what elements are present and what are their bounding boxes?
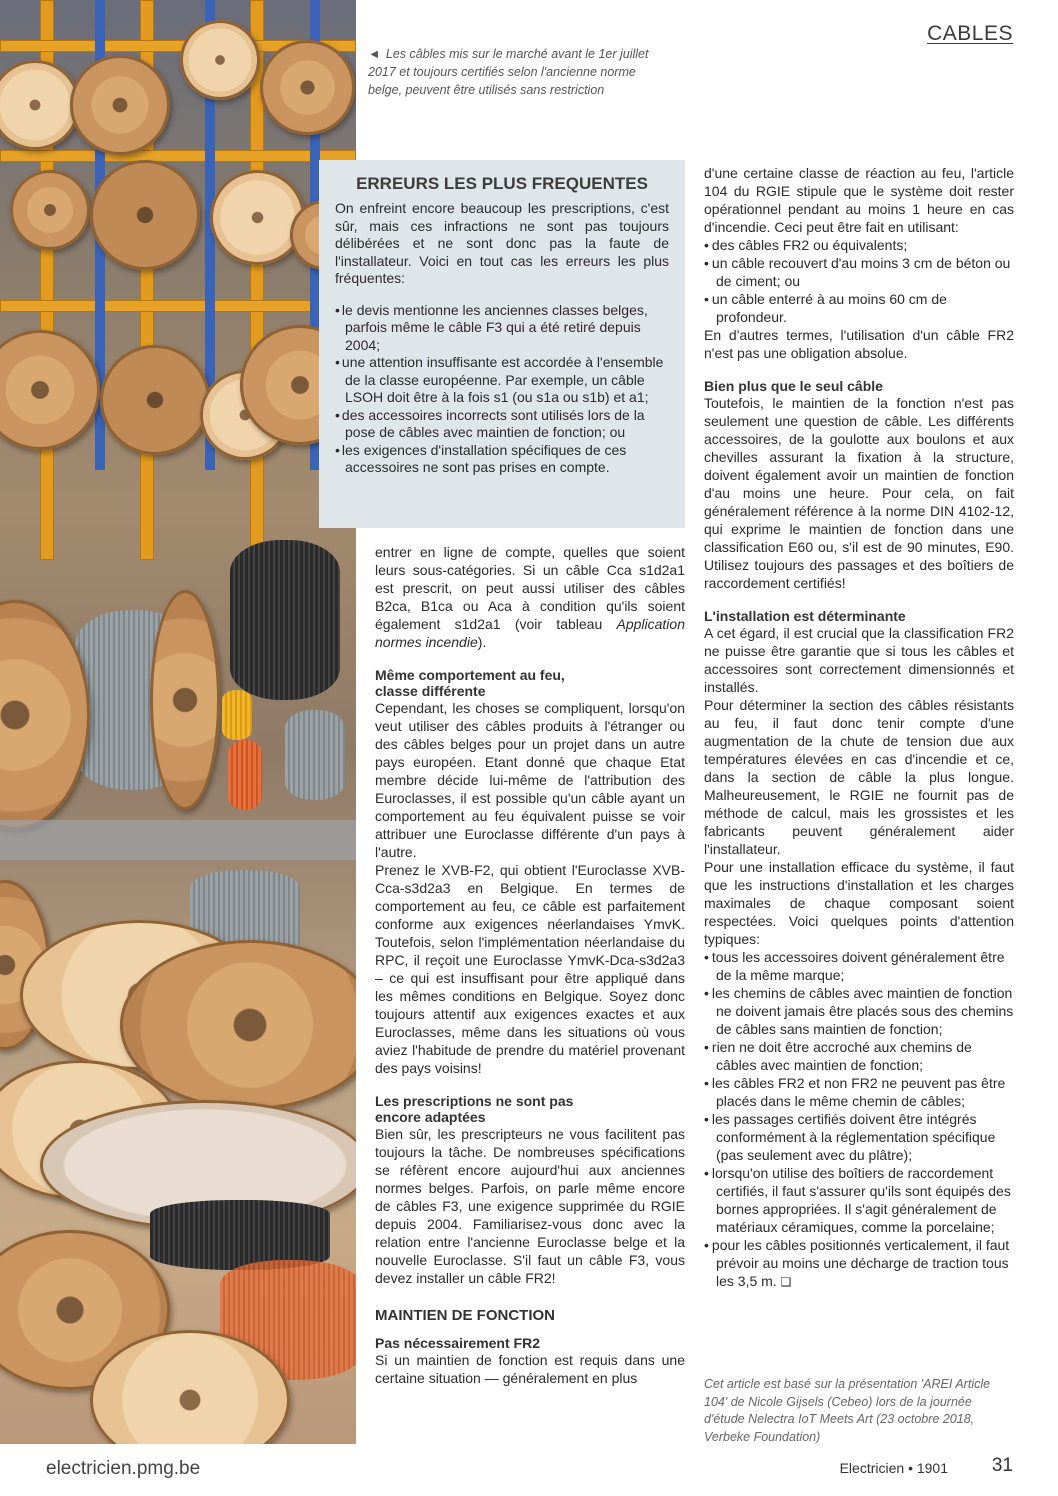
paragraph: En d'autres termes, l'utilisation d'un câble FR2 n'est pas une obligation absolue. bbox=[704, 327, 1014, 361]
list-item: • le devis mentionne les anciennes classes belges, parfois même le câble F3 qui a été retiré depuis 2004; bbox=[335, 302, 669, 355]
sidebar-intro: On enfreint encore beaucoup les prescriptions, c'est sûr, mais ces infractions ne sont pas toujours délibérées et ne sont donc pas la faute de l'installateur. Voici en tout cas les erreurs les plus fréquentes: bbox=[335, 200, 669, 286]
requirements-list bbox=[704, 236, 1014, 326]
list-item: • une attention insuffisante est accordée à l'ensemble de la classe européenne. Par exemple, un câble LSOH doit être à la fois s1 (ou s1a ou s1b) et a1; bbox=[335, 354, 669, 407]
footer-magazine: Electricien • 1901 bbox=[839, 1460, 948, 1476]
paragraph: entrer en ligne de compte, quelles que soient leurs sous-catégories. Si un câble Cca s1d2a1 est prescrit, on peut aussi utiliser des câbles B2ca, B1ca ou Aca à condition qu'ils soient également s1d2a1 (voir tableau Application normes incendie). bbox=[375, 544, 685, 650]
source-note: Cet article est basé sur la présentation 'AREI Article 104' de Nicole Gijsels (Cebeo) lors de la journée d'étude Nelectra IoT Meets Art (23 octobre 2018, Verbeke Foundation) bbox=[704, 1377, 991, 1444]
subheading: Pas nécessairement FR2 bbox=[375, 1335, 540, 1351]
list-item: • tous les accessoires doivent généralement être de la même marque; bbox=[704, 948, 1014, 984]
paragraph: Si un maintien de fonction est requis dans une certaine situation — généralement en plus bbox=[375, 1352, 685, 1386]
list-item: • des accessoires incorrects sont utilisés lors de la pose de câbles avec maintien de fonction; ou bbox=[335, 407, 669, 442]
section-heading: MAINTIEN DE FONCTION bbox=[375, 1307, 555, 1324]
end-mark-icon: ❑ bbox=[780, 1275, 792, 1289]
middle-column bbox=[375, 543, 685, 1387]
section-label: CABLES bbox=[927, 22, 1013, 45]
caption-text: Les câbles mis sur le marché avant le 1er juillet 2017 et toujours certifiés selon l'ancienne norme belge, peuvent être utilisés sans restriction bbox=[368, 47, 649, 97]
paragraph: Bien sûr, les prescripteurs ne vous facilitent pas toujours la tâche. De nombreuses spécifications se réfèrent encore aujourd'hui aux anciennes normes belges. Parfois, on parle même encore de câbles F3, une exigence supprimée du RGIE depuis 2004. Familiarisez-vous donc avec la relation entre l'ancienne Euroclasse belge et la nouvelle Euroclasse. S'il faut un câble F3, vous devez installer un câble FR2! bbox=[375, 1126, 685, 1286]
list-item: • les exigences d'installation spécifiques de ces accessoires ne sont pas prises en compte. bbox=[335, 442, 669, 477]
list-item: • pour les câbles positionnés verticalement, il faut prévoir au moins une décharge de traction tous les 3,5 m. ❑ bbox=[704, 1236, 1014, 1291]
subheading: Bien plus que le seul câble bbox=[704, 378, 883, 394]
subheading: Les prescriptions ne sont pas encore adaptées bbox=[375, 1093, 574, 1125]
caption-arrow-icon: ◄ bbox=[368, 47, 381, 61]
paragraph: Toutefois, le maintien de la fonction n'est pas seulement une question de câble. Les différents accessoires, de la goulotte aux boulons et aux chevilles assurant la fixation à la structure, doivent également avoir un maintien de fonction d'au moins une heure. Pour cela, on fait généralement référence à la norme DIN 4102-12, qui exprime le maintien de fonction dans une classification E60 ou, s'il est de 90 minutes, E90. Utilisez toujours des passages et des boîtiers de raccordement certifiés! bbox=[704, 395, 1014, 591]
paragraph: Pour une installation efficace du système, il faut que les instructions d'installation et les charges maximales de chaque composant soient respectées. Voici quelques points d'attention typiques: bbox=[704, 859, 1014, 947]
sidebar-list bbox=[335, 302, 669, 477]
errors-sidebar-box bbox=[319, 160, 685, 528]
photo-caption bbox=[368, 45, 668, 99]
list-item: • des câbles FR2 ou équivalents; bbox=[704, 236, 1014, 254]
list-item: • les chemins de câbles avec maintien de fonction ne doivent jamais être placés sous des chemins de câbles sans maintien de fonction; bbox=[704, 984, 1014, 1038]
paragraph: d'une certaine classe de réaction au feu, l'article 104 du RGIE stipule que le système doit rester opérationnel pendant au moins 1 heure en cas d'incendie. Ceci peut être fait en utilisant: bbox=[704, 165, 1014, 235]
paragraph: A cet égard, il est crucial que la classification FR2 ne puisse être garantie que si tous les câbles et accessoires sont correctement dimensionnés et installés. bbox=[704, 625, 1014, 695]
paragraph: Prenez le XVB-F2, qui obtient l'Euroclasse XVB-Cca-s3d2a3 en Belgique. En termes de comportement au feu, ce câble est parfaitement conforme aux exigences néerlandaises YmvK. Toutefois, selon l'implémentation néerlandaise du RPC, il reçoit une Euroclasse YmvK-Dca-s3d2a3 – ce qui est insuffisant pour être appliqué dans les mêmes conditions en Belgique. Soyez donc toujours attentif aux exigences exactes et aux Euroclasses, même dans les situations où vous aviez l'habitude de prendre du matériel provenant des pays voisins! bbox=[375, 862, 685, 1076]
cable-reels-photo bbox=[0, 0, 356, 1444]
list-item: • un câble recouvert d'au moins 3 cm de béton ou de ciment; ou bbox=[704, 254, 1014, 290]
sidebar-title: ERREURS LES PLUS FREQUENTES bbox=[356, 174, 648, 193]
page-number: 31 bbox=[991, 1455, 1013, 1476]
footer-url: electricien.pmg.be bbox=[46, 1458, 201, 1479]
paragraph: Pour déterminer la section des câbles résistants au feu, il faut donc tenir compte d'une augmentation de la chute de tension due aux températures élevées en cas d'incendie et ce, dans la section de câble la plus longue. Malheureusement, le RGIE ne fournit pas de méthode de calcul, mais les grossistes et les fabricants peuvent généralement aider l'installateur. bbox=[704, 697, 1014, 857]
subheading: Même comportement au feu, classe différente bbox=[375, 667, 565, 699]
list-item: • lorsqu'on utilise des boîtiers de raccordement certifiés, il faut s'assurer qu'ils sont équipés des bornes appropriées. Il s'agit généralement de matériaux céramiques, comme la porcelaine; bbox=[704, 1164, 1014, 1236]
paragraph: Cependant, les choses se compliquent, lorsqu'on veut utiliser des câbles produits à l'étranger ou des câbles belges pour un projet dans un autre pays européen. Etant donné que chaque Etat membre décide lui-même de l'attribution des Euroclasses, il est possible qu'un câble ayant un comportement au feu équivalent puisse se voir attribuer une Euroclasse différente d'un pays à l'autre. bbox=[375, 700, 685, 860]
right-column bbox=[704, 164, 1014, 1291]
list-item: • les passages certifiés doivent être intégrés conformément à la réglementation spécifique (pas seulement avec du plâtre); bbox=[704, 1110, 1014, 1164]
list-item: • les câbles FR2 et non FR2 ne peuvent pas être placés dans le même chemin de câbles; bbox=[704, 1074, 1014, 1110]
attention-points-list bbox=[704, 948, 1014, 1291]
list-item: • rien ne doit être accroché aux chemins de câbles avec maintien de fonction; bbox=[704, 1038, 1014, 1074]
subheading: L'installation est déterminante bbox=[704, 608, 906, 624]
list-item: • un câble enterré à au moins 60 cm de profondeur. bbox=[704, 290, 1014, 326]
